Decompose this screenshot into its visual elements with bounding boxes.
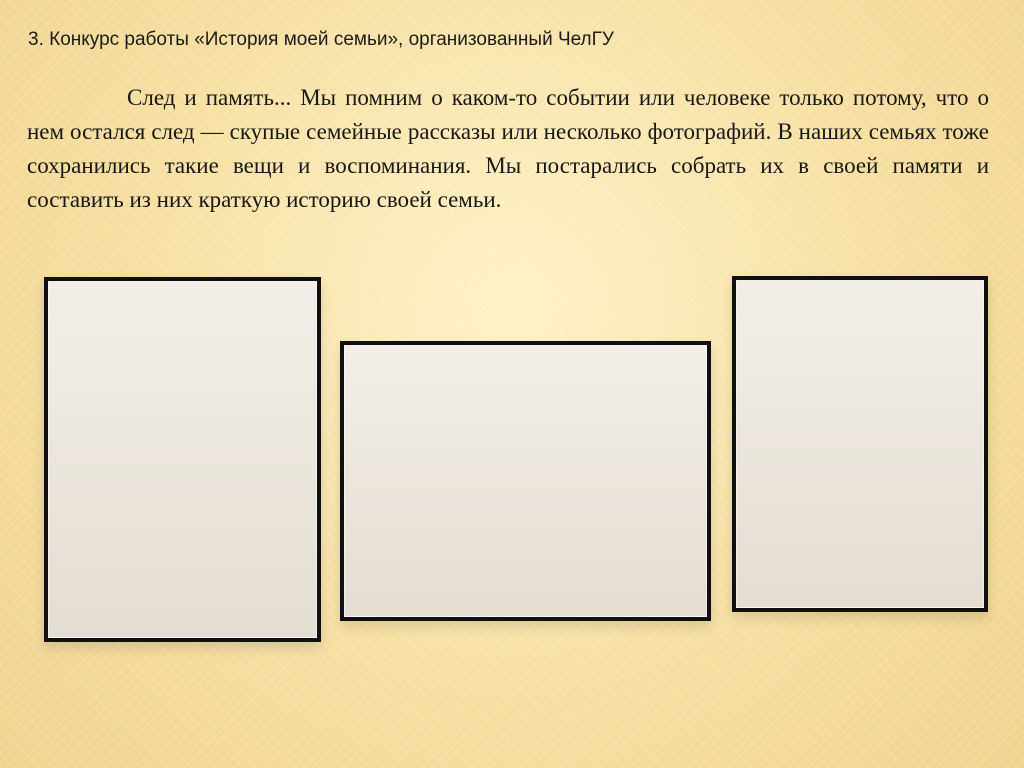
photo-frame-center	[340, 341, 711, 621]
body-paragraph: След и память... Мы помним о каком-то событии или человеке только потому, что о нем остался след — скупые семейные рассказы или несколько фотографий. В наших семьях тоже сохранились такие вещи и воспоминания. Мы постарались собрать их в своей памяти и составить из них краткую историю своей семьи.	[27, 85, 989, 212]
photo-placeholder-right	[736, 280, 984, 608]
photo-placeholder-center	[344, 345, 707, 617]
photo-placeholder-left	[48, 281, 317, 638]
photo-frame-left	[44, 277, 321, 642]
slide-title: 3. Конкурс работы «История моей семьи», организованный ЧелГУ	[28, 29, 615, 50]
photo-frame-right	[732, 276, 988, 612]
